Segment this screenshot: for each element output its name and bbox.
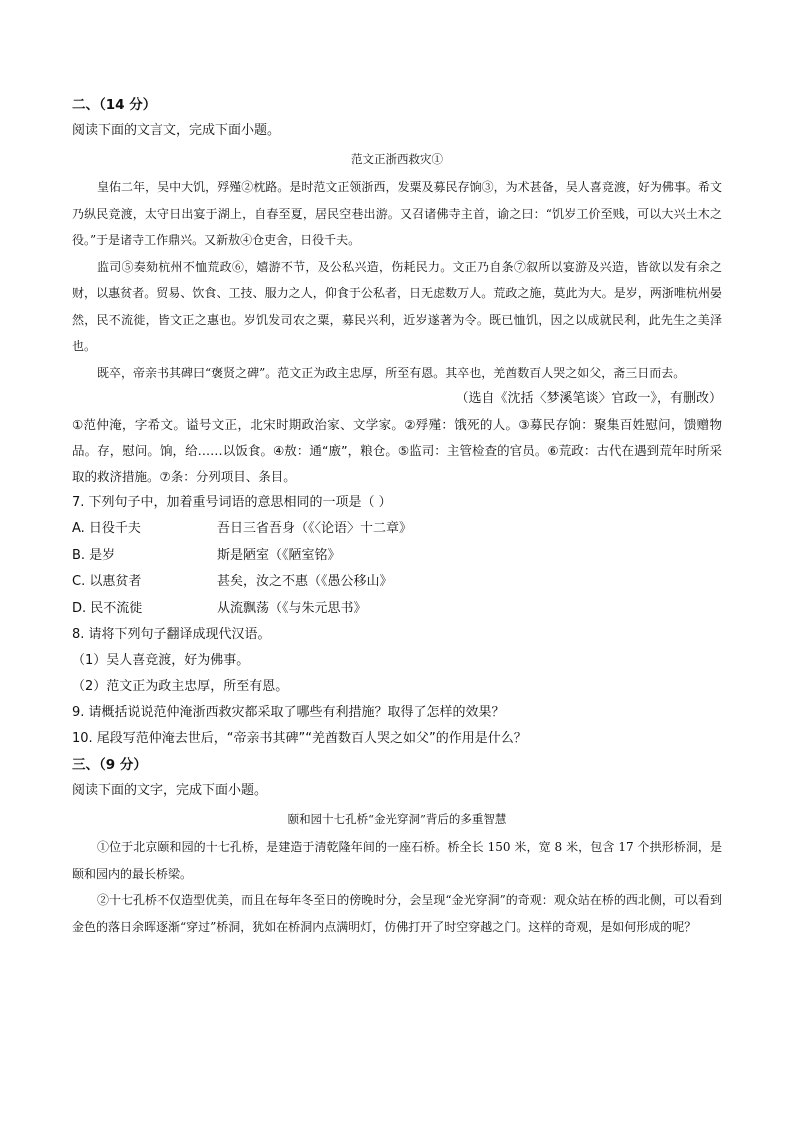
section-3-instruction: 阅读下面的文字，完成下面小题。: [72, 783, 268, 798]
modern-text-title: 颐和园十七孔桥“金光穿洞”背后的多重智慧: [287, 812, 507, 826]
source-citation: （选自《沈括〈梦溪笔谈〉官政一》，有删改）: [455, 391, 722, 406]
section-2-header: 二、（14 分）: [72, 97, 157, 113]
question-7-option-d: [72, 596, 722, 623]
question-9: 9. 请概括说说范仲淹浙西救灾都采取了哪些有利措施？取得了怎样的效果？: [72, 705, 505, 720]
classical-paragraph-2: 监司⑤奏劾杭州不恤荒政⑥，嬉游不节，及公私兴造，伤耗民力。文正乃自条⑦叙所以宴游及兴造，皆欲以发有余之财，以惠贫者。贸易、饮食、工技、服力之人，仰食于公私者，日无虑数万人。荒政之施，莫此为大。是岁，两浙唯杭州晏然，民不流徙，皆文正之惠也。岁饥发司农之粟，募民兴利，近岁遂著为令。既已恤饥，因之以成就民利，此先生之美泽也。: [72, 259, 722, 353]
option-c-comparison: 甚矣，汝之不惠（《愚公移山》: [217, 574, 393, 589]
option-a-comparison: 吾日三省吾身（《〈论语〉十二章》: [217, 521, 413, 536]
option-d-comparison: 从流飘荡（《与朱元思书》: [217, 600, 367, 616]
question-7-option-b: [72, 543, 722, 570]
section-2-instruction: 阅读下面的文言文，完成下面小题。: [72, 123, 281, 138]
exam-page: [72, 92, 722, 940]
option-b-comparison: 斯是陋室（《陋室铭》: [217, 547, 341, 563]
section-3-header: 三、（9 分）: [72, 757, 147, 773]
question-10: 10. 尾段写范仲淹去世后，“帝亲书其碑”“羌酋数百人哭之如父”的作用是什么？: [72, 731, 527, 746]
question-7-option-c: [72, 569, 722, 596]
classical-paragraph-3: 既卒，帝亲书其碑曰“褒贤之碑”。范文正为政主忠厚，所至有恩。其卒也，羌酋数百人哭之如父，斋三日而去。: [97, 365, 686, 380]
classical-paragraph-1: 皇佑二年，吴中大饥，殍殣②枕路。是时范文正领浙西，发粟及募民存饷③，为术甚备，吴人喜竞渡，好为佛事。希文乃纵民竞渡，太守日出宴于湖上，自春至夏，居民空巷出游。又召诸佛寺主首，谕之曰：“饥岁工价至贱，可以大兴土木之役。”于是诸寺工作鼎兴。又新敖④仓吏舍，日役千夫。: [72, 180, 722, 247]
question-7-option-a: [72, 516, 722, 543]
question-7-stem: 7. 下列句子中，加着重号词语的意思相同的一项是（ ）: [72, 495, 392, 510]
option-b-phrase: B. 是岁: [72, 547, 116, 563]
option-d-phrase: D. 民不流徙: [72, 600, 143, 616]
option-c-phrase: C. 以惠贫者: [72, 574, 142, 589]
question-8-item-1: （1）吴人喜竞渡，好为佛事。: [72, 653, 250, 668]
question-8-item-2: （2）范文正为政主忠厚，所至有恩。: [72, 679, 289, 694]
option-a-phrase: A. 日役千夫: [72, 521, 141, 536]
question-8-stem: 8. 请将下列句子翻译成现代汉语。: [72, 627, 271, 642]
modern-paragraph-1: ①位于北京颐和园的十七孔桥，是建造于清乾隆年间的一座石桥。桥全长 150 米，宽 8 米，包含 17 个拱形桥洞，是颐和园内的最长桥梁。: [72, 840, 722, 881]
annotations: ①范仲淹，字希文。谥号文正，北宋时期政治家、文学家。②殍殣：饿死的人。③募民存饷：聚集百姓慰问，馈赠物品。存，慰问。饷，给……以饭食。④敖：通“廒”，粮仓。⑤监司：主管检查的官员。⑥荒政：古代在遇到荒年时所采取的救济措施。⑦条：分列项目、条目。: [72, 417, 722, 484]
modern-paragraph-2: ②十七孔桥不仅造型优美，而且在每年冬至日的傍晚时分，会呈现“金光穿洞”的奇观：观众站在桥的西北侧，可以看到金色的落日余晖逐渐“穿过”桥洞，犹如在桥洞内点满明灯，仿佛打开了时空穿越之门。这样的奇观，是如何形成的呢？: [72, 893, 722, 934]
classical-text-title: 范文正浙西救灾①: [351, 152, 443, 166]
